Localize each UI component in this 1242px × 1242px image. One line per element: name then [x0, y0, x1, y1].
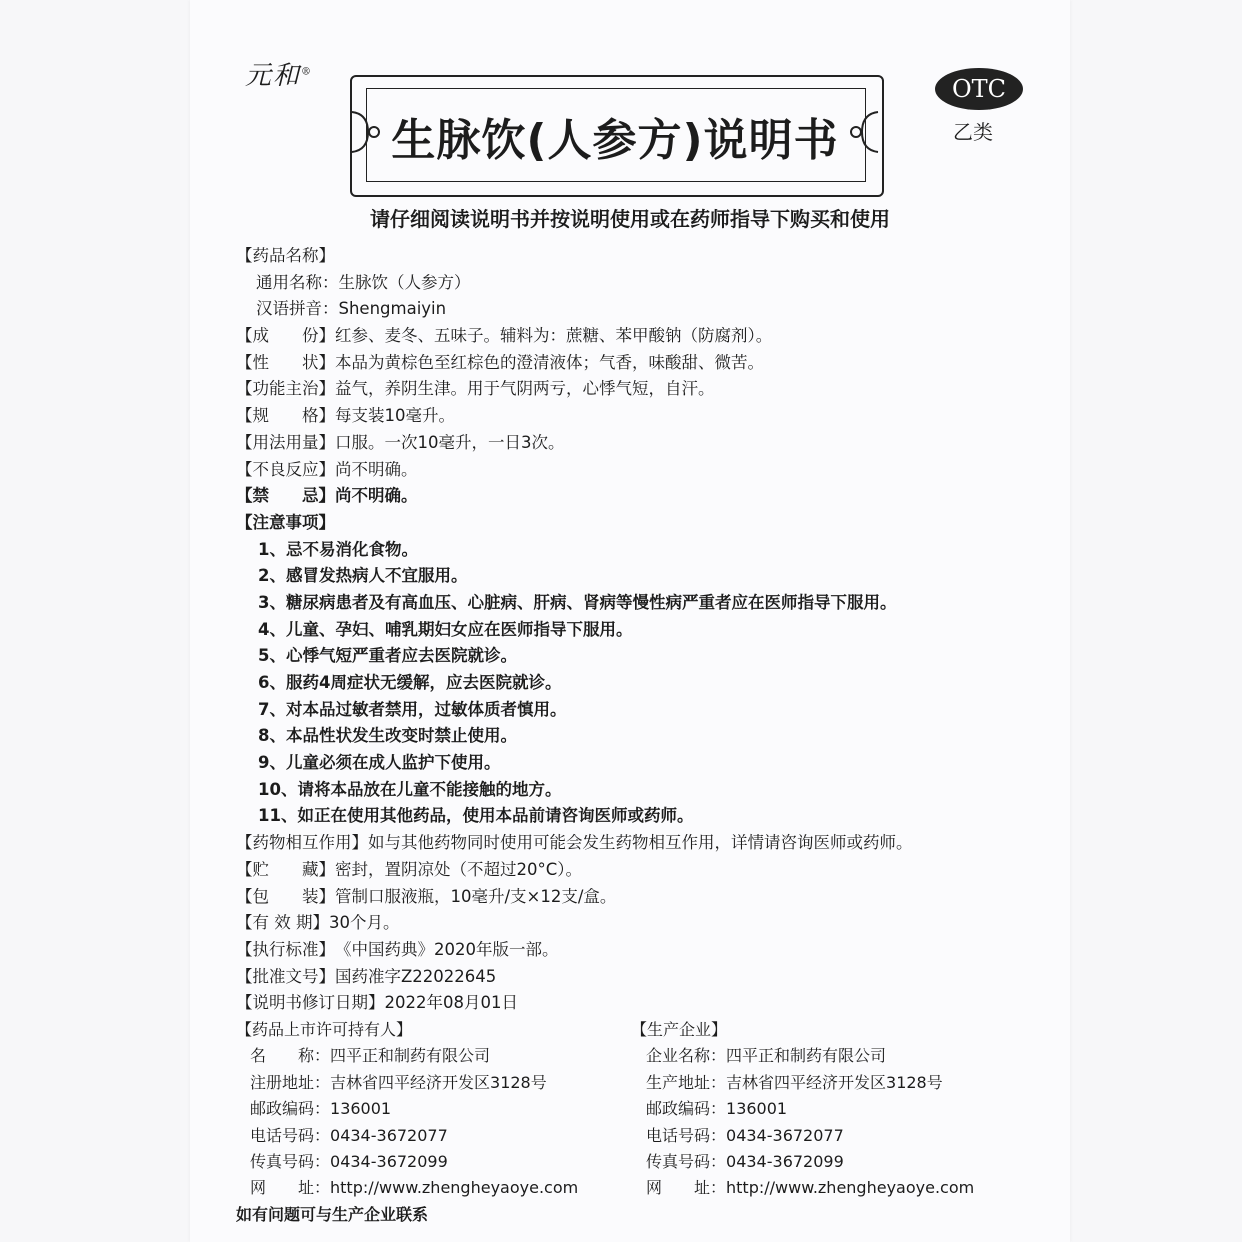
holder-postcode: 136001 — [330, 1099, 392, 1119]
footer-note-row — [236, 1202, 1066, 1228]
manufacturer-phone: 0434-3672077 — [726, 1125, 844, 1145]
manufacturer-heading: 【生产企业】 — [631, 1019, 728, 1039]
company-web-row: 网 址：http://www.zhengheyaoye.com 网 址：http://www.zhengheyaoye.com — [250, 1178, 975, 1198]
field-specification: 【规 格】每支装10毫升。 — [236, 406, 455, 426]
field-storage: 【贮 藏】密封，置阴凉处（不超过20°C）。 — [236, 859, 583, 879]
precaution-item: 10、请将本品放在儿童不能接触的地方。 — [258, 779, 562, 799]
precaution-item: 1、忌不易消化食物。 — [258, 539, 418, 559]
company-headings-row — [236, 1017, 1066, 1043]
company-phone-row: 电话号码：0434-3672077 电话号码：0434-3672077 — [250, 1125, 844, 1145]
manufacturer-postcode: 136001 — [726, 1099, 788, 1119]
company-address-row: 注册地址：吉林省四平经济开发区3128号 生产地址：吉林省四平经济开发区3128号 — [250, 1072, 943, 1092]
holder-name: 四平正和制药有限公司 — [330, 1046, 491, 1066]
brand-logo: 元和® — [245, 61, 314, 91]
precaution-item: 6、服药4周症状无缓解，应去医院就诊。 — [258, 673, 562, 692]
field-dosage: 【用法用量】口服。一次10毫升，一日3次。 — [236, 432, 565, 452]
field-appearance: 【性 状】本品为黄棕色至红棕色的澄清液体；气香，味酸甜、微苦。 — [236, 352, 764, 372]
precaution-item: 3、糖尿病患者及有高血压、心脏病、肝病、肾病等慢性病严重者应在医师指导下服用。 — [258, 592, 897, 612]
manufacturer-name: 四平正和制药有限公司 — [726, 1046, 887, 1066]
holder-fax: 0434-3672099 — [330, 1151, 448, 1171]
field-ingredients: 【成 份】红参、麦冬、五味子。辅料为：蔗糖、苯甲酸钠（防腐剂）。 — [236, 326, 773, 346]
holder-website: http://www.zhengheyaoye.com — [330, 1178, 579, 1198]
holder-phone: 0434-3672077 — [330, 1125, 448, 1145]
field-adverse-reactions: 【不良反应】尚不明确。 — [236, 459, 418, 479]
holder-heading: 【药品上市许可持有人】 — [236, 1019, 413, 1039]
precaution-item: 2、感冒发热病人不宜服用。 — [258, 566, 468, 586]
precaution-item: 8、本品性状发生改变时禁止使用。 — [258, 726, 517, 746]
manufacturer-address: 吉林省四平经济开发区3128号 — [726, 1072, 943, 1092]
otc-class-label: 乙类 — [953, 120, 993, 144]
pinyin-name: Shengmaiyin — [338, 299, 447, 319]
field-contraindications: 【禁 忌】尚不明确。 — [236, 486, 418, 506]
field-approval-number: 【批准文号】国药准字Z22022645 — [236, 966, 497, 986]
field-drug-interactions: 【药物相互作用】如与其他药物同时使用可能会发生药物相互作用，详情请咨询医师或药师。 — [236, 833, 913, 853]
generic-name: 生脉饮（人参方） — [338, 272, 471, 292]
generic-name-row: 通用名称：生脉饮（人参方） — [256, 272, 471, 292]
field-standard: 【执行标准】《中国药典》2020年版一部。 — [236, 939, 559, 959]
document-title: 生脉饮(人参方)说明书 — [391, 115, 839, 166]
holder-address: 吉林省四平经济开发区3128号 — [330, 1072, 547, 1092]
precaution-item: 4、儿童、孕妇、哺乳期妇女应在医师指导下服用。 — [258, 619, 633, 639]
precaution-item: 7、对本品过敏者禁用，过敏体质者慎用。 — [258, 699, 567, 719]
precaution-item: 5、心悸气短严重者应去医院就诊。 — [258, 646, 517, 666]
manufacturer-fax: 0434-3672099 — [726, 1151, 844, 1171]
usage-instruction: 请仔细阅读说明书并按说明使用或在药师指导下购买和使用 — [370, 207, 890, 231]
field-packaging: 【包 装】管制口服液瓶，10毫升/支×12支/盒。 — [236, 886, 617, 906]
company-name-row: 名 称：四平正和制药有限公司 企业名称：四平正和制药有限公司 — [250, 1046, 887, 1066]
field-indications: 【功能主治】益气，养阴生津。用于气阴两亏，心悸气短，自汗。 — [236, 379, 715, 399]
footer-note: 如有问题可与生产企业联系 — [236, 1204, 429, 1224]
precautions-heading: 【注意事项】 — [236, 512, 335, 532]
company-postcode-row: 邮政编码：136001 邮政编码：136001 — [250, 1099, 788, 1119]
precaution-item: 11、如正在使用其他药品，使用本品前请咨询医师或药师。 — [258, 806, 694, 826]
field-shelf-life: 【有 效 期】30个月。 — [236, 913, 400, 933]
leaflet-content — [236, 243, 1066, 1228]
precaution-item: 9、儿童必须在成人监护下使用。 — [258, 753, 501, 773]
otc-badge: OTC — [935, 68, 1023, 110]
pinyin-row: 汉语拼音：Shengmaiyin — [256, 299, 447, 319]
field-revision-date: 【说明书修订日期】2022年08月01日 — [236, 993, 518, 1013]
company-fax-row: 传真号码：0434-3672099 传真号码：0434-3672099 — [250, 1151, 844, 1171]
manufacturer-website: http://www.zhengheyaoye.com — [726, 1178, 975, 1198]
drug-name-heading: 【药品名称】 — [236, 246, 335, 265]
